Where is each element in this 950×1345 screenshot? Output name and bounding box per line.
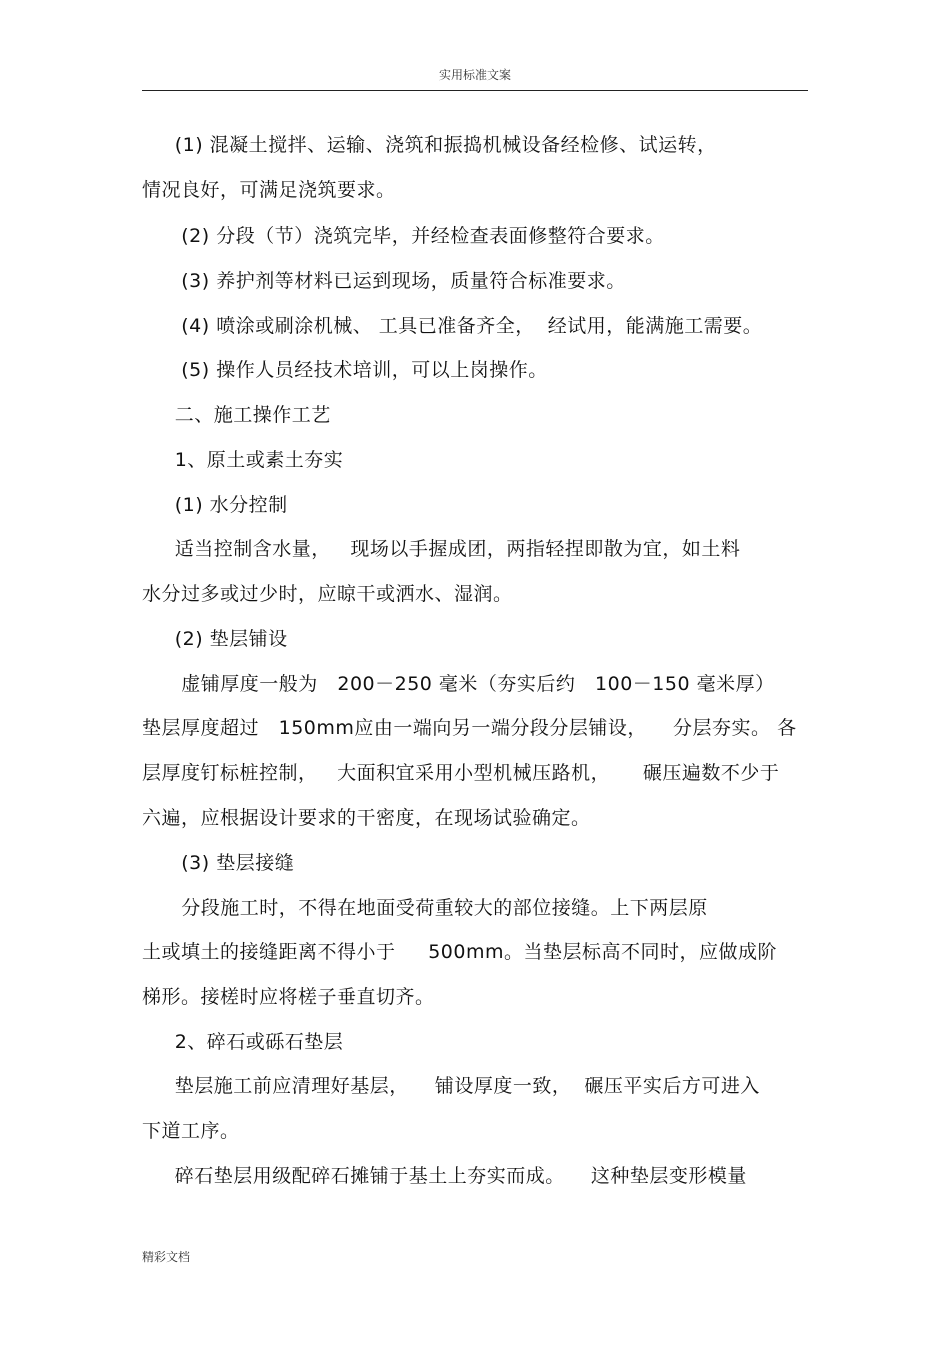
- page-header: 实用标准文案: [438, 68, 511, 82]
- subsection-heading: 1、原土或素土夯实: [142, 449, 344, 471]
- text-line: 虚铺厚度一般为 200－250 毫米（夯实后约 100－150 毫米厚）: [142, 673, 775, 695]
- text-line: (5) 操作人员经技术培训，可以上岗操作。: [142, 359, 548, 381]
- text-line: (4) 喷涂或刷涂机械、 工具已准备齐全， 经试用，能满施工需要。: [142, 315, 763, 337]
- page-footer: 精彩文档: [142, 1250, 191, 1264]
- item-heading: (2) 垫层铺设: [142, 628, 288, 650]
- text-line: 水分过多或过少时，应晾干或洒水、湿润。: [142, 583, 513, 605]
- item-heading: (3) 垫层接缝: [142, 852, 295, 874]
- text-line: 分段施工时，不得在地面受荷重较大的部位接缝。上下两层原: [142, 897, 708, 919]
- subsection-heading: 2、碎石或砾石垫层: [142, 1031, 344, 1053]
- text-line: (1) 混凝土搅拌、运输、浇筑和振捣机械设备经检修、试运转，: [142, 134, 717, 156]
- text-line: 梯形。接槎时应将槎子垂直切齐。: [142, 986, 435, 1008]
- text-line: 垫层施工前应清理好基层， 铺设厚度一致， 碾压平实后方可进入: [142, 1075, 760, 1097]
- text-line: (3) 养护剂等材料已运到现场，质量符合标准要求。: [142, 270, 626, 292]
- text-line: 层厚度钉标桩控制， 大面积宜采用小型机械压路机， 碾压遍数不少于: [142, 762, 780, 784]
- text-line: 下道工序。: [142, 1120, 240, 1142]
- text-line: 情况良好，可满足浇筑要求。: [142, 179, 396, 201]
- item-heading: (1) 水分控制: [142, 494, 288, 516]
- text-line: 垫层厚度超过 150mm应由一端向另一端分段分层铺设， 分层夯实。 各: [142, 717, 797, 739]
- text-line: 土或填土的接缝距离不得小于 500mm。当垫层标高不同时，应做成阶: [142, 941, 777, 963]
- text-line: 适当控制含水量， 现场以手握成团，两指轻捏即散为宜，如土料: [142, 538, 741, 560]
- section-heading: 二、施工操作工艺: [142, 404, 331, 426]
- header-divider: [142, 90, 808, 91]
- text-line: 六遍，应根据设计要求的干密度，在现场试验确定。: [142, 807, 591, 829]
- text-line: (2) 分段（节）浇筑完毕，并经检查表面修整符合要求。: [142, 225, 665, 247]
- text-line: 碎石垫层用级配碎石摊铺于基土上夯实而成。 这种垫层变形模量: [142, 1165, 747, 1187]
